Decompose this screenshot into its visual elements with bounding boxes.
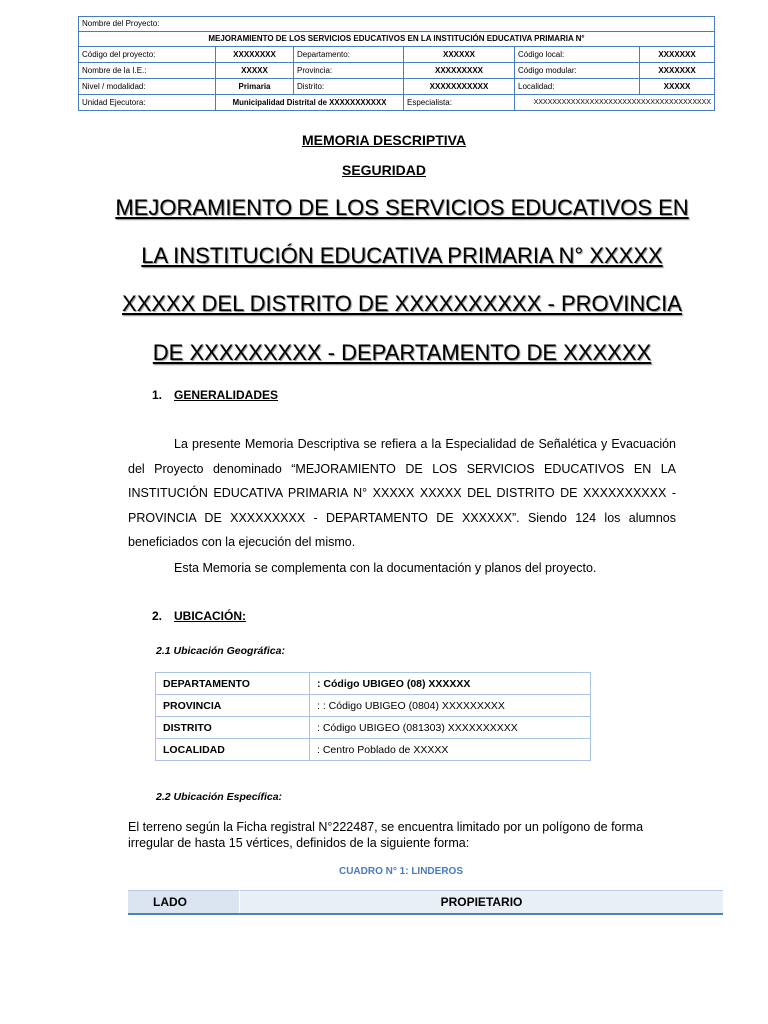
header-label: Provincia: [294, 63, 404, 79]
terreno-paragraph: El terreno según la Ficha registral N°222487, se encuentra limitado por un polígono de forma irregular de hasta 15 vértices, definidos de la siguiente forma: [128, 820, 644, 850]
header-label: Código local: [515, 47, 640, 63]
especialista-value: XXXXXXXXXXXXXXXXXXXXXXXXXXXXXXXXXXXXXX [515, 95, 715, 111]
ubicacion-especifica-heading: 2.2 Ubicación Específica: [156, 791, 283, 803]
table-row [156, 673, 591, 695]
paragraph-text: Esta Memoria se complementa con la documentación y planos del proyecto. [174, 561, 597, 575]
header-value: XXXXXX [404, 47, 515, 63]
header-value: XXXXXXXX [216, 47, 294, 63]
ubicacion-value: : Código UBIGEO (081303) XXXXXXXXXX [310, 717, 591, 739]
header-row [79, 79, 715, 95]
section-number: 1. [152, 388, 163, 402]
ubicacion-value: : : Código UBIGEO (0804) XXXXXXXXX [310, 695, 591, 717]
header-label: Distrito: [294, 79, 404, 95]
linderos-table [128, 890, 723, 915]
header-value: XXXXXXX [640, 63, 715, 79]
table-header-row [128, 891, 723, 915]
header-label: Código modular: [515, 63, 640, 79]
section-generalidades [152, 388, 278, 402]
generalidades-paragraph [128, 432, 676, 555]
project-name-label: Nombre del Proyecto: [79, 17, 715, 32]
header-row [79, 95, 715, 111]
section-label: UBICACIÓN: [174, 609, 246, 623]
ubicacion-key: DISTRITO [156, 717, 310, 739]
header-value: XXXXX [216, 63, 294, 79]
table-row [156, 717, 591, 739]
header-label: Departamento: [294, 47, 404, 63]
header-value: XXXXX [640, 79, 715, 95]
title-line: MEJORAMIENTO DE LOS SERVICIOS EDUCATIVOS EN [115, 195, 689, 220]
unidad-label: Unidad Ejecutora: [79, 95, 216, 111]
ubicacion-geografica-heading: 2.1 Ubicación Geográfica: [156, 645, 285, 657]
header-value: XXXXXXXXXXX [404, 79, 515, 95]
memoria-heading: MEMORIA DESCRIPTIVA [301, 132, 467, 148]
header-label: Localidad: [515, 79, 640, 95]
ubicacion-value: : Centro Poblado de XXXXX [310, 739, 591, 761]
table-row [156, 739, 591, 761]
header-row [79, 63, 715, 79]
ubicacion-key: DEPARTAMENTO [156, 673, 310, 695]
table-row [156, 695, 591, 717]
section-label: GENERALIDADES [174, 388, 279, 402]
especialista-label: Especialista: [404, 95, 515, 111]
ubicacion-table [155, 672, 591, 761]
ubicacion-key: PROVINCIA [156, 695, 310, 717]
section-ubicacion [152, 609, 246, 623]
section-number: 2. [152, 609, 163, 623]
cuadro-caption: CUADRO N° 1: LINDEROS [338, 866, 463, 877]
column-header-propietario: PROPIETARIO [240, 891, 724, 915]
header-value: Primaria [216, 79, 294, 95]
ubicacion-value: : Código UBIGEO (08) XXXXXX [310, 673, 591, 695]
header-label: Nivel / modalidad: [79, 79, 216, 95]
project-name-value: MEJORAMIENTO DE LOS SERVICIOS EDUCATIVOS EN LA INSTITUCIÓN EDUCATIVA PRIMARIA N° [79, 32, 715, 47]
unidad-value: Municipalidad Distrital de XXXXXXXXXXX [216, 95, 404, 111]
header-value: XXXXXXX [640, 47, 715, 63]
header-label: Código del proyecto: [79, 47, 216, 63]
paragraph-text: La presente Memoria Descriptiva se refiera a la Especialidad de Señalética y Evacuación del Proyecto denominado “MEJORAMIENTO DE LOS SERVICIOS EDUCATIVOS EN LA INSTITUCIÓN EDUCATIVA PRIMARIA N° XXXXX XXXXX DEL DISTRITO DE XXXXXXXXXX - PROVINCIA DE XXXXXXXXX - DEPARTAMENTO DE XXXXXX”. Siendo 124 los alumnos beneficiados con la ejecución del mismo. [128, 437, 676, 550]
header-value: XXXXXXXXX [404, 63, 515, 79]
header-row [79, 47, 715, 63]
title-line: DE XXXXXXXXX - DEPARTAMENTO DE XXXXXX [152, 340, 652, 365]
seguridad-heading: SEGURIDAD [341, 162, 426, 178]
project-header-table [78, 16, 715, 111]
column-header-lado: LADO [128, 891, 240, 915]
title-line: XXXXX DEL DISTRITO DE XXXXXXXXXX - PROVINCIA [122, 291, 682, 316]
ubicacion-key: LOCALIDAD [156, 739, 310, 761]
complement-paragraph [128, 556, 676, 581]
title-line: LA INSTITUCIÓN EDUCATIVA PRIMARIA N° XXXXX [141, 243, 663, 268]
header-label: Nombre de la I.E.: [79, 63, 216, 79]
